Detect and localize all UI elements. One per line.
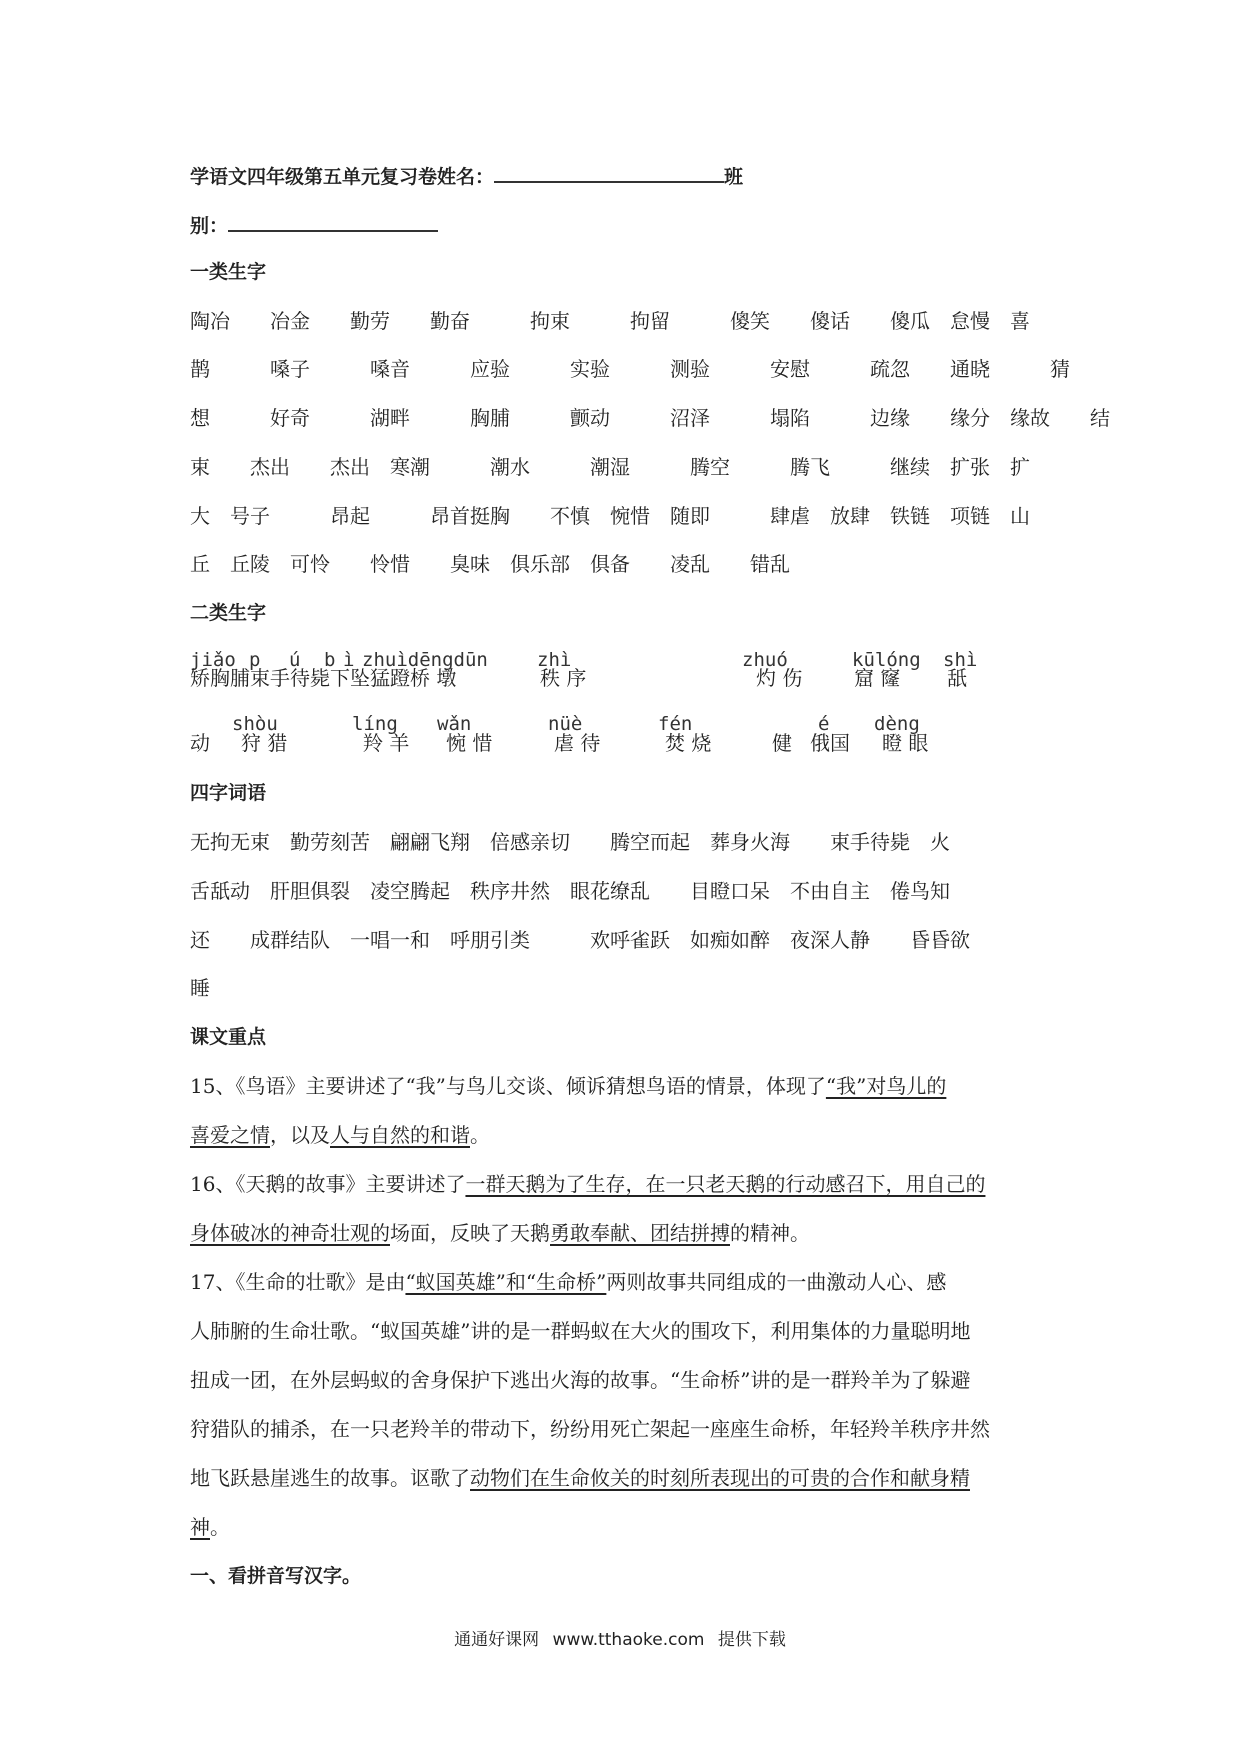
- idiom-line: 舌舐动 肝胆俱裂 凌空腾起 秩序井然 眼花缭乱 目瞪口呆 不由自主 倦鸟知: [190, 879, 950, 903]
- paragraph-17-line1: [190, 1268, 946, 1296]
- p15-underline: 喜爱之情: [190, 1123, 270, 1147]
- footer-url[interactable]: www.tthaoke.com: [552, 1630, 705, 1650]
- section-heading-exercise: 一、看拼音写汉字。: [190, 1565, 362, 1587]
- title-text: 学语文四年级第五单元复习卷姓名：: [190, 166, 495, 188]
- pinyin: fén: [658, 713, 693, 735]
- type2-chars: 焚 烧: [665, 731, 712, 755]
- paragraph-15-line1: [190, 1072, 946, 1100]
- type2-chars: 瞪 眼: [882, 731, 929, 755]
- type2-chars: 惋 惜: [446, 731, 493, 755]
- footer-note: 提供下载: [717, 1630, 786, 1650]
- pinyin: wǎn: [437, 713, 472, 735]
- section-heading-type2: 二类生字: [190, 602, 267, 624]
- type2-chars: 舐: [947, 666, 967, 690]
- section-heading-idioms: 四字词语: [190, 782, 267, 804]
- p17-text: 17、《生命的壮歌》是由: [190, 1270, 406, 1294]
- type1-line: 鹊 嗓子 嗓音 应验 实验 测验 安慰 疏忽 通晓 猜: [190, 357, 1070, 381]
- type1-line: 束 杰出 杰出 寒潮 潮水 潮湿 腾空 腾飞 继续 扩张 扩: [190, 455, 1030, 479]
- section-heading-key-points: 课文重点: [190, 1026, 267, 1048]
- type2-chars: 窟 窿: [854, 666, 901, 690]
- p16-text: 场面，反映了天鹅: [390, 1221, 550, 1245]
- p15-underline: “我”对鸟儿的: [825, 1074, 947, 1098]
- pinyin: shì: [943, 649, 978, 671]
- idiom-line: 还 成群结队 一唱一和 呼朋引类 欢呼雀跃 如痴如醉 夜深人静 昏昏欲: [190, 928, 970, 952]
- pinyin: zhuìdēngdūn: [362, 649, 488, 671]
- p17-text: 地飞跃悬崖逃生的故事。讴歌了: [190, 1466, 470, 1490]
- p15-text: 。: [470, 1123, 490, 1147]
- paragraph-17-line6: [190, 1513, 230, 1541]
- idiom-line: 无拘无束 勤劳刻苦 翩翩飞翔 倍感亲切 腾空而起 葬身火海 束手待毙 火: [190, 830, 950, 854]
- type1-line: 大 号子 昂起 昂首挺胸 不慎 惋惜 随即 肆虐 放肆 铁链 项链 山: [190, 504, 1030, 528]
- paragraph-17-line4: 狩猎队的捕杀，在一只老羚羊的带动下，纷纷用死亡架起一座座生命桥，年轻羚羊秩序井然: [190, 1417, 990, 1441]
- pinyin: shòu: [232, 713, 278, 735]
- p17-underline: “蚁国英雄”和“生命桥”: [405, 1270, 607, 1294]
- paragraph-16-line2: [190, 1219, 810, 1247]
- title-class-tail: 班: [724, 166, 744, 188]
- pinyin: b: [324, 649, 336, 671]
- p15-underline: 人与自然的和谐: [330, 1123, 470, 1147]
- page-footer: [0, 1628, 1240, 1652]
- p15-text: ，以及: [270, 1123, 330, 1147]
- type2-chars: 羚 羊: [363, 731, 410, 755]
- name-blank[interactable]: [494, 161, 724, 183]
- type1-line: 陶冶 冶金 勤劳 勤奋 拘束 拘留 傻笑 傻话 傻瓜 怠慢 喜: [190, 309, 1030, 333]
- p16-underline: 勇敢奉献、团结拼搏: [550, 1221, 730, 1245]
- paragraph-17-line3: 扭成一团，在外层蚂蚁的舍身保护下逃出火海的故事。“生命桥”讲的是一群羚羊为了躲避: [190, 1368, 971, 1392]
- type2-chars: 矫胸脯束手待毙下坠猛蹬桥 墩: [190, 666, 457, 690]
- type2-chars: 动: [190, 731, 210, 755]
- pinyin: dèng: [874, 713, 920, 735]
- pinyin: zhuó: [742, 649, 788, 671]
- pinyin: líng: [352, 713, 398, 735]
- pinyin: ú: [289, 649, 301, 671]
- p16-underline: 一群天鹅为了生存，在一只老天鹅的行动感召下，用自己的: [465, 1172, 986, 1196]
- p17-underline: 动物们在生命攸关的时刻所表现出的可贵的合作和献身精: [470, 1466, 970, 1490]
- pinyin: kūlóng: [852, 649, 921, 671]
- p16-underline: 身体破冰的神奇壮观的: [190, 1221, 390, 1245]
- paragraph-15-line2: [190, 1121, 490, 1149]
- class-line: [190, 210, 438, 240]
- footer-site: 通通好课网: [454, 1630, 540, 1650]
- p17-underline: 神: [190, 1515, 210, 1539]
- paragraph-16-line1: [190, 1170, 985, 1198]
- paragraph-17-line5: [190, 1464, 970, 1492]
- p16-text: 16、《天鹅的故事》主要讲述了: [190, 1172, 466, 1196]
- class-label: 别：: [190, 215, 229, 237]
- pinyin: p: [249, 649, 261, 671]
- pinyin: nüè: [548, 713, 583, 735]
- section-heading-type1: 一类生字: [190, 261, 267, 283]
- pinyin: é: [818, 713, 830, 735]
- page-title: [190, 161, 743, 191]
- type2-chars: 健: [772, 731, 792, 755]
- pinyin: jiǎo: [190, 649, 236, 671]
- pinyin: ì: [343, 649, 355, 671]
- pinyin: zhì: [537, 649, 572, 671]
- class-blank[interactable]: [228, 210, 438, 232]
- type2-chars: 灼 伤: [756, 666, 803, 690]
- p16-text: 的精神。: [730, 1221, 810, 1245]
- p17-text: 两则故事共同组成的一曲激动人心、感: [606, 1270, 947, 1294]
- type2-chars: 秩 序: [540, 666, 587, 690]
- p15-text: 15、《鸟语》主要讲述了“我”与鸟儿交谈、倾诉猜想鸟语的情景，体现了: [190, 1074, 826, 1098]
- p17-text: 。: [210, 1515, 230, 1539]
- paragraph-17-line2: 人肺腑的生命壮歌。“蚁国英雄”讲的是一群蚂蚁在大火的围攻下，利用集体的力量聪明地: [190, 1319, 971, 1343]
- type1-line: 丘 丘陵 可怜 怜惜 臭味 俱乐部 俱备 凌乱 错乱: [190, 552, 790, 576]
- type2-chars: 俄国: [810, 731, 850, 755]
- type1-line: 想 好奇 湖畔 胸脯 颤动 沼泽 塌陷 边缘 缘分 缘故 结: [190, 406, 1110, 430]
- type2-chars: 狩 猎: [241, 731, 288, 755]
- type2-chars: 虐 待: [554, 731, 601, 755]
- idiom-line: 睡: [190, 976, 210, 1000]
